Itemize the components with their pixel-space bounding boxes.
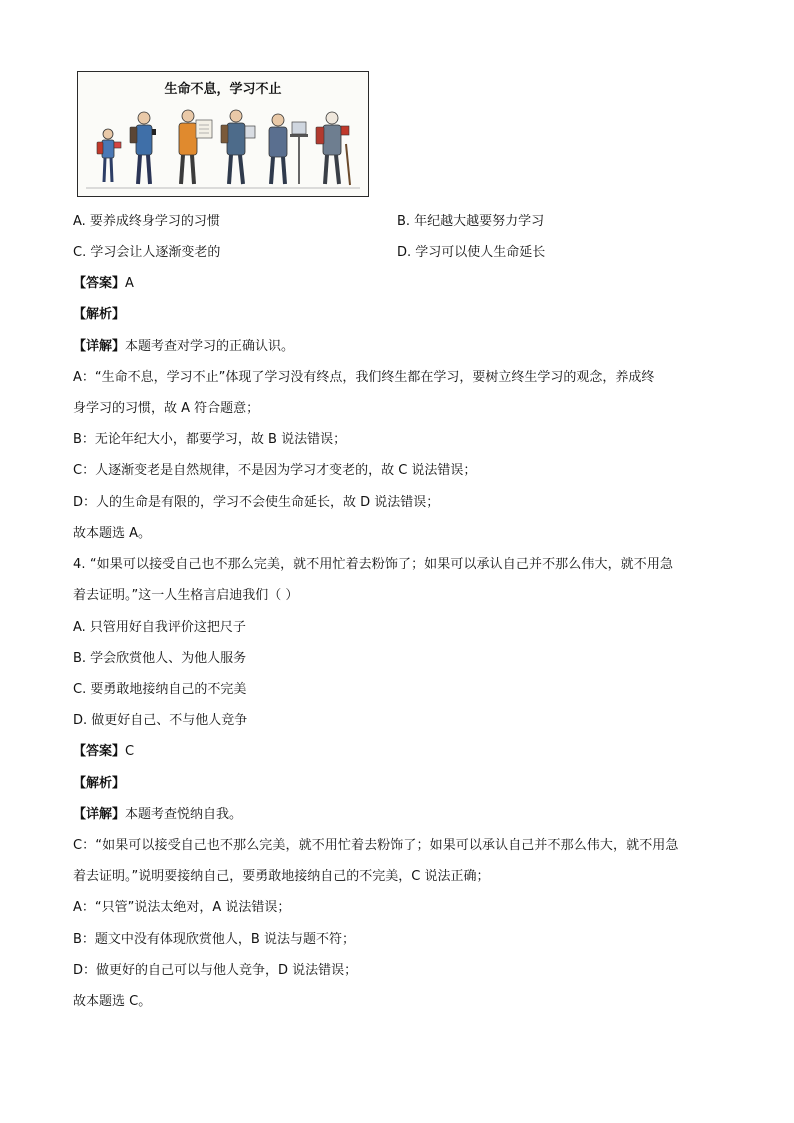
q4-analysis-label bbox=[73, 775, 125, 793]
q3-conclusion: 故本题选 A。 bbox=[73, 526, 152, 541]
q4-explanation-line: D：做更好的自己可以与他人竞争，D 说法错误； bbox=[73, 963, 358, 978]
q3-explanation-line: C：人逐渐变老是自然规律，不是因为学习才变老的，故 C 说法错误； bbox=[73, 463, 477, 478]
q4-conclusion: 故本题选 C。 bbox=[73, 994, 152, 1009]
q4-option-d: D. 做更好自己、不与他人竞争 bbox=[73, 713, 248, 728]
q4-option-b: B. 学会欣赏他人、为他人服务 bbox=[73, 651, 247, 666]
detail-label: 【详解】 bbox=[73, 807, 126, 822]
q3-option-d: D. 学习可以使人生命延长 bbox=[397, 245, 546, 260]
detail-label: 【详解】 bbox=[73, 339, 126, 354]
illustration-drawing bbox=[78, 72, 368, 196]
child-with-book-icon bbox=[97, 129, 121, 182]
q4-answer bbox=[73, 743, 134, 761]
adult-reading-tablet-icon bbox=[221, 110, 255, 184]
q3-option-b: B. 年纪越大越要努力学习 bbox=[397, 214, 545, 229]
adult-with-laptop-icon bbox=[269, 114, 308, 184]
q4-explanation-line: 着去证明。”说明要接纳自己，要勇敢地接纳自己的不完美，C 说法正确； bbox=[73, 869, 490, 884]
q4-stem-line: 4. “如果可以接受自己也不那么完美，就不用忙着去粉饰了；如果可以承认自己并不那么伟大，就不用急 bbox=[73, 557, 674, 572]
analysis-label: 【解析】 bbox=[73, 776, 126, 791]
answer-value: C bbox=[125, 744, 135, 759]
detail-text: 本题考查悦纳自我。 bbox=[125, 807, 243, 822]
q3-option-c: C. 学习会让人逐渐变老的 bbox=[73, 245, 221, 260]
elder-with-cane-icon bbox=[316, 112, 350, 185]
q3-answer bbox=[73, 275, 134, 293]
answer-label: 【答案】 bbox=[73, 744, 126, 759]
answer-label: 【答案】 bbox=[73, 276, 126, 291]
q4-explanation-line: A：“只管”说法太绝对，A 说法错误； bbox=[73, 900, 291, 915]
q3-explanation-line: D：人的生命是有限的，学习不会使生命延长，故 D 说法错误； bbox=[73, 495, 440, 510]
adult-reading-newspaper-icon bbox=[179, 110, 212, 184]
answer-value: A bbox=[125, 276, 134, 291]
q3-detail bbox=[73, 338, 294, 356]
q3-analysis-label bbox=[73, 306, 125, 324]
q3-explanation-line: 身学习的习惯，故 A 符合题意； bbox=[73, 401, 260, 416]
illustration-title: 生命不息，学习不止 bbox=[164, 82, 282, 97]
q4-explanation-line: B：题文中没有体现欣赏他人，B 说法与题不符； bbox=[73, 932, 355, 947]
q4-detail bbox=[73, 806, 242, 824]
analysis-label: 【解析】 bbox=[73, 307, 126, 322]
detail-text: 本题考查对学习的正确认识。 bbox=[125, 339, 295, 354]
lifelong-learning-illustration bbox=[77, 71, 369, 197]
q4-option-c: C. 要勇敢地接纳自己的不完美 bbox=[73, 682, 247, 697]
q4-stem-line: 着去证明。”这一人生格言启迪我们（ ） bbox=[73, 588, 299, 603]
q3-explanation-line: A：“生命不息，学习不止”体现了学习没有终点，我们终生都在学习，要树立终生学习的观念，养成终 bbox=[73, 370, 655, 385]
q4-option-a: A. 只管用好自我评价这把尺子 bbox=[73, 620, 246, 635]
q4-explanation-line: C：“如果可以接受自己也不那么完美，就不用忙着去粉饰了；如果可以承认自己并不那么伟大，就不用急 bbox=[73, 838, 679, 853]
q3-explanation-line: B：无论年纪大小，都要学习，故 B 说法错误； bbox=[73, 432, 347, 447]
q3-option-a: A. 要养成终身学习的习惯 bbox=[73, 214, 220, 229]
teen-reading-phone-icon bbox=[130, 112, 156, 184]
